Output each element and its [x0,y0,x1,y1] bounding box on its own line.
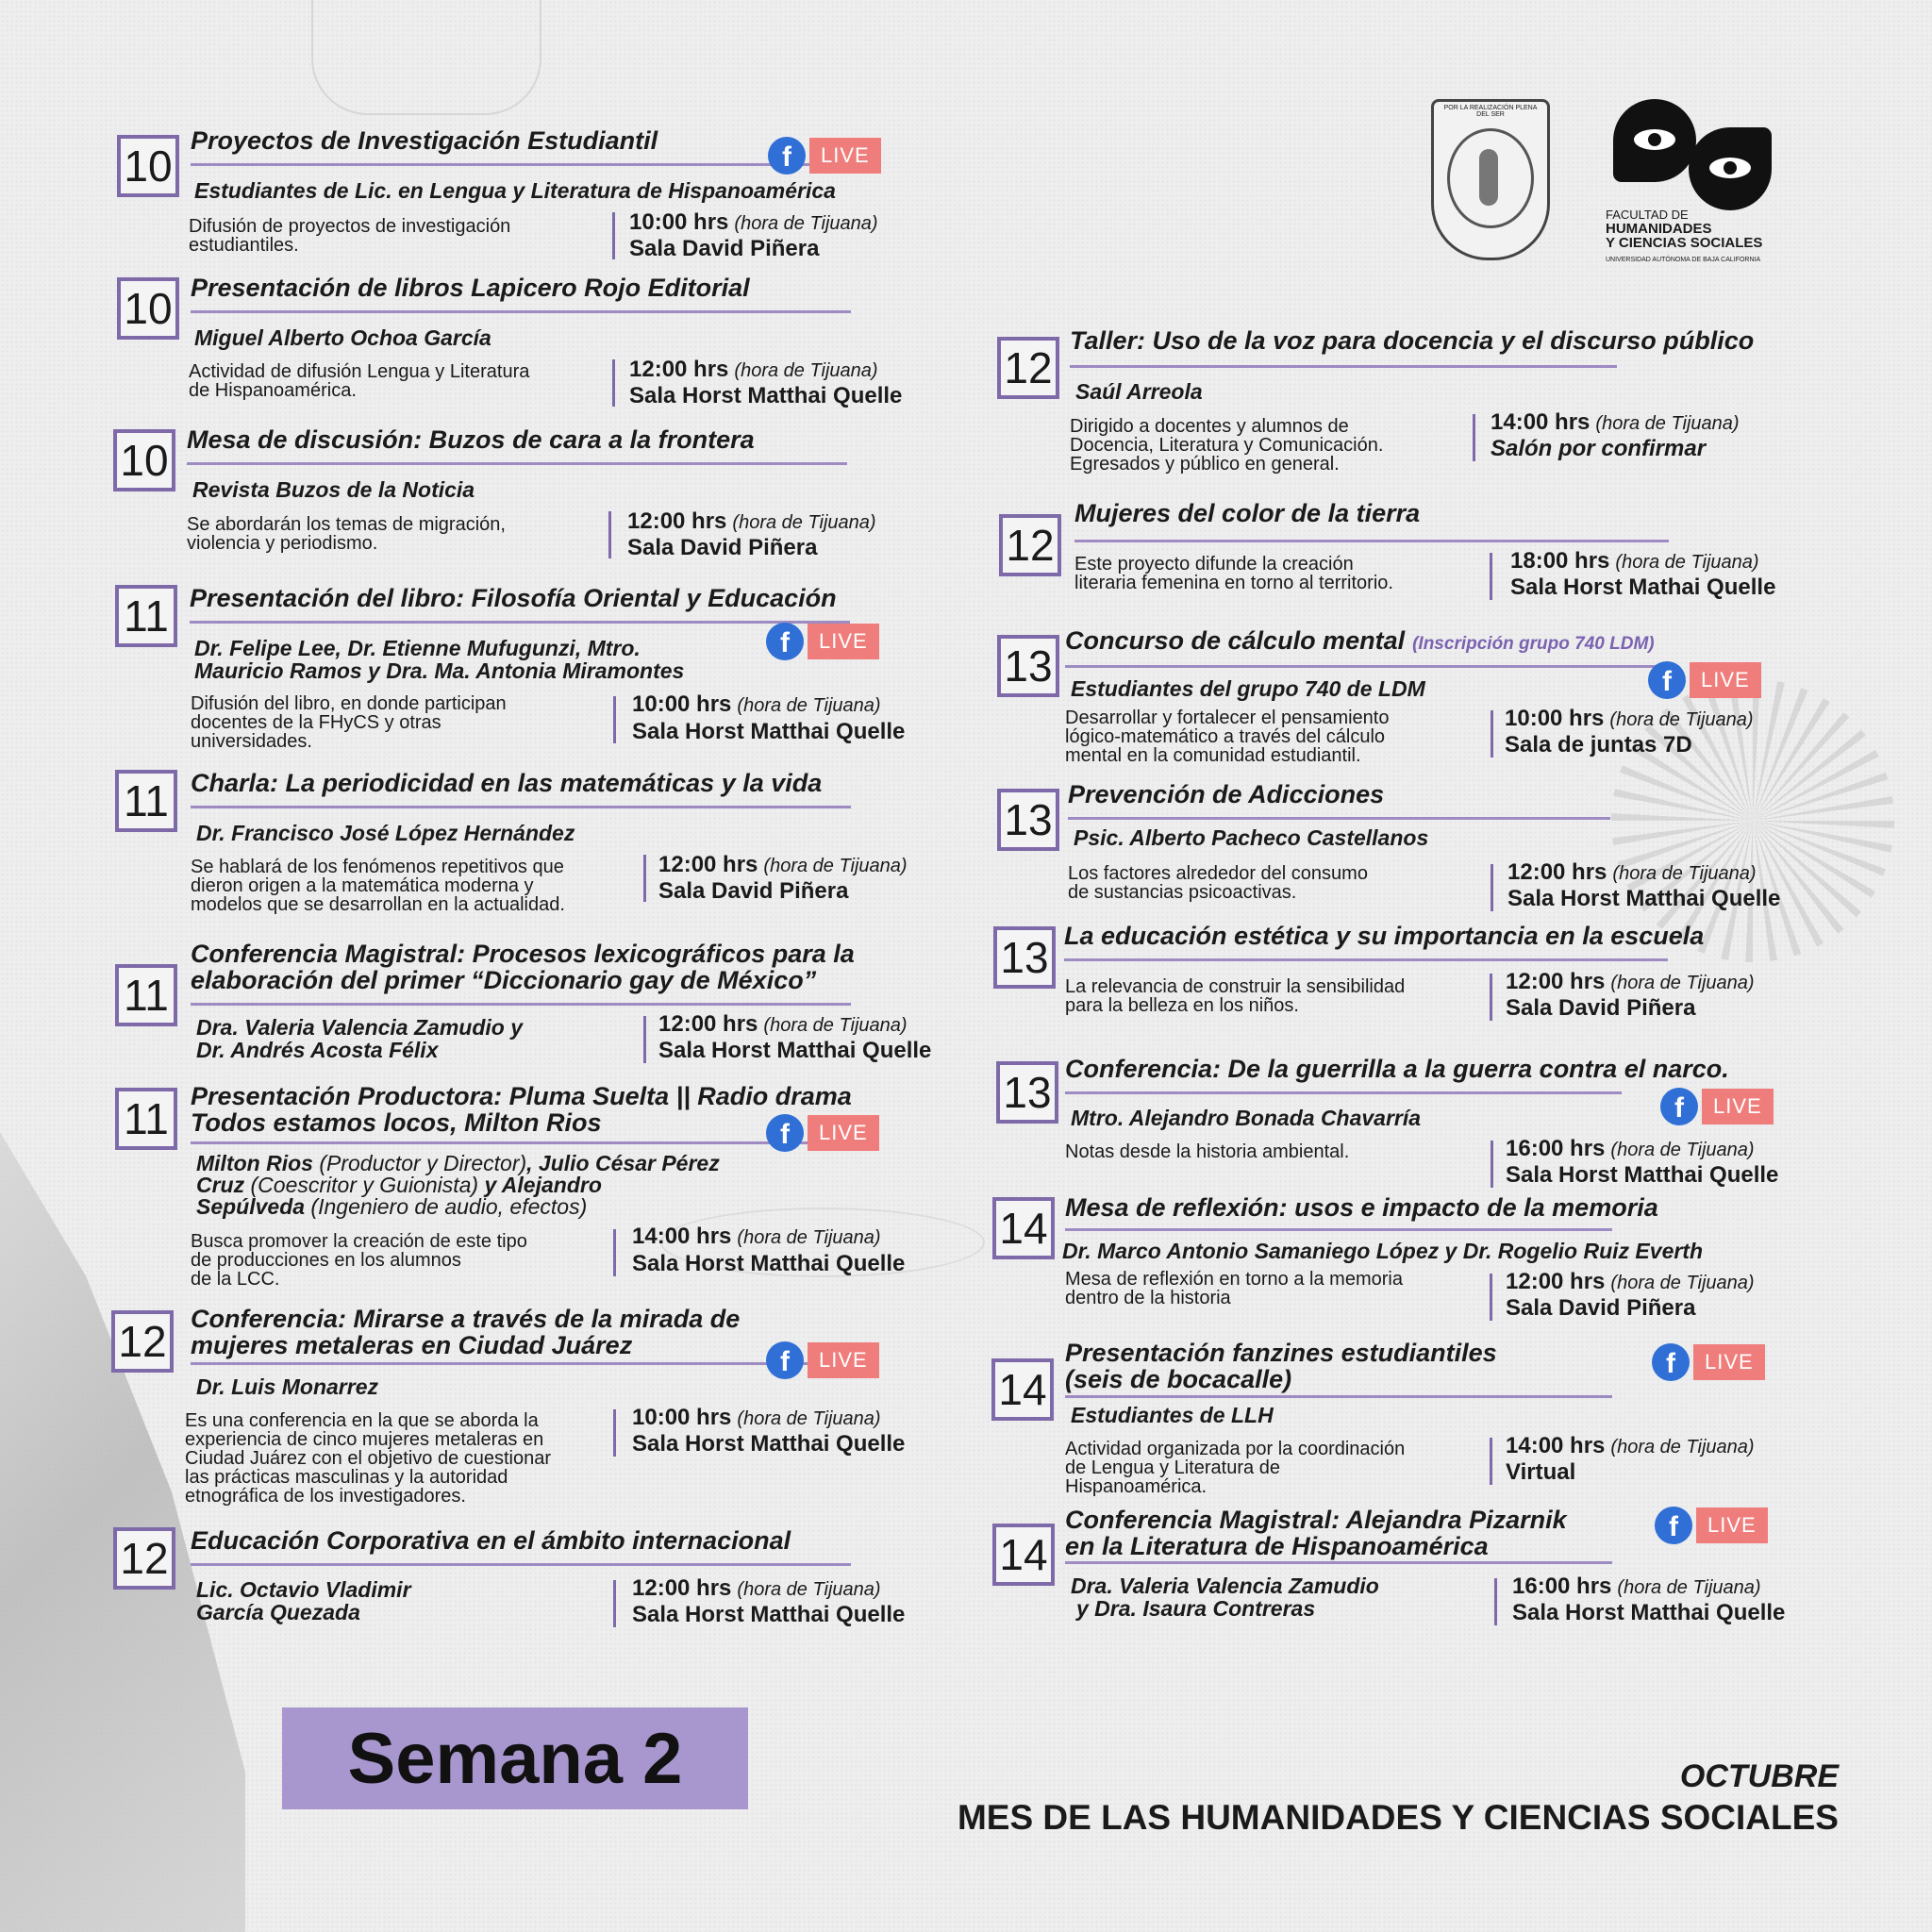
event-title: Educación Corporativa en el ámbito internacional [191,1526,791,1555]
event-presenter: Estudiantes de Lic. en Lengua y Literatura de Hispanoamérica [194,178,836,203]
facebook-icon: f [1660,1088,1698,1125]
facebook-live-badge[interactable]: f LIVE [1648,661,1761,699]
event-room: Sala Horst Matthai Quelle [632,1251,906,1276]
event-time: 12:00 hrs (hora de Tijuana) [629,357,878,382]
day-number: 14 [992,1524,1055,1586]
event-presenter: Estudiantes del grupo 740 de LDM [1071,676,1425,701]
event-title: Presentación del libro: Filosofía Oriental y Educación [190,584,837,612]
facebook-live-badge[interactable]: f LIVE [768,137,881,175]
event-presenter: Estudiantes de LLH [1071,1403,1274,1427]
event-presenter: Saúl Arreola [1075,379,1203,404]
event-time: 10:00 hrs (hora de Tijuana) [1505,706,1754,731]
day-number: 10 [117,135,179,197]
day-number: 12 [999,514,1061,576]
event-room: Sala Horst Matthai Quelle [1506,1162,1779,1188]
event-presenter: Dr. Marco Antonio Samaniego López y Dr. Rogelio Ruiz Everth [1062,1239,1704,1263]
event-time: 16:00 hrs (hora de Tijuana) [1512,1574,1761,1599]
day-number: 13 [997,635,1059,697]
event-room: Sala Horst Mathai Quelle [1510,575,1776,600]
event-presenter: Dr. Felipe Lee, Dr. Etienne Mufugunzi, Mtro. Mauricio Ramos y Dra. Ma. Antonia Miramontes [194,636,685,683]
event-description: Difusión del libro, en donde participan docentes de la FHyCS y otras universidades. [191,693,507,752]
day-number: 12 [111,1310,174,1373]
event-description: Actividad organizada por la coordinación de Lengua y Literatura de Hispanoamérica. [1065,1439,1406,1497]
event-room: Sala Horst Matthai Quelle [632,719,906,744]
event-presenter: Dr. Luis Monarrez [196,1374,378,1399]
facebook-icon: f [766,1114,804,1152]
event-title: Presentación Productora: Pluma Suelta || Radio drama Todos estamos locos, Milton Rios [191,1082,852,1137]
event-room: Sala Horst Matthai Quelle [1507,886,1781,911]
event-room: Sala Horst Matthai Quelle [632,1602,906,1627]
event-title: Mesa de discusión: Buzos de cara a la frontera [187,425,755,454]
event-description: Es una conferencia en la que se aborda la experiencia de cinco mujeres metaleras en Ciudad Juárez con el objetivo de cuestionar las prácticas masculinas y la autoridad etnográfica de los investigadores. [185,1410,552,1507]
event-title: Conferencia Magistral: Procesos lexicográficos para la elaboración del primer “Diccionario gay de México” [191,940,855,994]
event-description: Notas desde la historia ambiental. [1065,1141,1350,1162]
event-time: 10:00 hrs (hora de Tijuana) [632,691,881,717]
day-number: 11 [115,1088,177,1150]
event-time: 12:00 hrs (hora de Tijuana) [1506,1269,1755,1294]
event-presenter: Dra. Valeria Valencia Zamudio y Dra. Isaura Contreras [1071,1574,1379,1621]
event-presenter: Revista Buzos de la Noticia [192,477,475,502]
day-number: 14 [991,1358,1054,1421]
event-title: La educación estética y su importancia en la escuela [1064,922,1705,950]
event-room: Sala David Piñera [1506,1295,1696,1321]
event-time: 18:00 hrs (hora de Tijuana) [1510,548,1759,574]
day-number: 11 [115,585,177,647]
event-room: Sala Horst Matthai Quelle [629,383,903,408]
event-presenter: Dr. Francisco José López Hernández [196,821,575,845]
event-presenter: Dra. Valeria Valencia Zamudio y Dr. Andrés Acosta Félix [196,1015,523,1062]
event-title: Presentación fanzines estudiantiles (seis de bocacalle) [1065,1339,1497,1393]
event-title: Concurso de cálculo mental (Inscripción grupo 740 LDM) [1065,626,1655,655]
day-number: 12 [997,337,1059,399]
event-description: Actividad de difusión Lengua y Literatura de Hispanoamérica. [189,361,530,401]
facebook-icon: f [1652,1343,1690,1381]
event-room: Virtual [1506,1459,1576,1485]
facebook-icon: f [766,623,804,660]
uabc-shield-logo [1431,99,1550,260]
event-room: Sala Horst Matthai Quelle [658,1038,932,1063]
event-presenter: Psic. Alberto Pacheco Castellanos [1074,825,1429,850]
day-number: 13 [997,789,1059,851]
event-description: Difusión de proyectos de investigación estudiantiles. [189,216,511,256]
event-time: 12:00 hrs (hora de Tijuana) [1507,859,1757,885]
day-number: 11 [115,770,177,832]
event-time: 12:00 hrs (hora de Tijuana) [658,852,908,877]
event-time: 10:00 hrs (hora de Tijuana) [632,1405,881,1430]
event-room: Sala Horst Matthai Quelle [1512,1600,1786,1625]
event-time: 14:00 hrs (hora de Tijuana) [632,1224,881,1249]
event-description: Los factores alrededor del consumo de sustancias psicoactivas. [1068,863,1368,903]
event-description: Se abordarán los temas de migración, violencia y periodismo. [187,514,506,554]
facebook-live-badge[interactable]: f LIVE [1660,1088,1774,1125]
event-time: 14:00 hrs (hora de Tijuana) [1491,409,1740,435]
day-number: 10 [113,429,175,491]
uabc-motto: POR LA REALIZACIÓN PLENA DEL SER [1443,105,1538,118]
event-time: 12:00 hrs (hora de Tijuana) [632,1575,881,1601]
event-time: 14:00 hrs (hora de Tijuana) [1506,1433,1755,1458]
eye-icon [1613,99,1696,182]
event-room: Salón por confirmar [1491,436,1707,461]
sketch-mask-decoration [311,0,541,115]
day-number: 11 [115,964,177,1026]
facebook-live-badge[interactable]: f LIVE [766,623,879,660]
facebook-icon: f [1648,661,1686,699]
faculty-name: FACULTAD DE HUMANIDADES Y CIENCIAS SOCIALES UNIVERSIDAD AUTÓNOMA DE BAJA CALIFORNIA [1606,208,1763,263]
event-title: Proyectos de Investigación Estudiantil [191,126,658,155]
event-presenter: Lic. Octavio Vladimir García Quezada [196,1577,411,1624]
facebook-icon: f [1655,1507,1692,1544]
event-presenter: Milton Rios (Productor y Director), Julio César Pérez Cruz (Coescritor y Guionista) y Alejandro Sepúlveda (Ingeniero de audio, efectos) [196,1151,720,1219]
event-time: 10:00 hrs (hora de Tijuana) [629,209,878,235]
event-title: Presentación de libros Lapicero Rojo Editorial [191,274,750,302]
event-description: Este proyecto difunde la creación literaria femenina en torno al territorio. [1074,554,1393,593]
event-time: 12:00 hrs (hora de Tijuana) [658,1011,908,1037]
facebook-icon: f [768,137,806,175]
event-presenter: Mtro. Alejandro Bonada Chavarría [1071,1106,1422,1130]
event-title: Prevención de Adicciones [1068,780,1385,808]
event-description: Busca promover la creación de este tipo de producciones en los alumnos de la LCC. [191,1231,527,1290]
event-room: Sala David Piñera [629,236,820,261]
event-time: 16:00 hrs (hora de Tijuana) [1506,1136,1755,1161]
event-room: Sala Horst Matthai Quelle [632,1431,906,1457]
facebook-live-badge[interactable]: f LIVE [1652,1343,1765,1381]
event-presenter: Miguel Alberto Ochoa García [194,325,491,350]
event-time: 12:00 hrs (hora de Tijuana) [1506,969,1755,994]
event-room: Sala David Piñera [658,878,849,904]
day-number: 10 [117,277,179,340]
event-title: Conferencia Magistral: Alejandra Pizarnik en la Literatura de Hispanoamérica [1065,1506,1567,1560]
event-title: Taller: Uso de la voz para docencia y el discurso público [1070,326,1755,355]
day-number: 12 [113,1527,175,1590]
event-description: Se hablará de los fenómenos repetitivos que dieron origen a la matemática moderna y modelos que se desarrollan en la actualidad. [191,857,565,915]
facebook-live-badge[interactable]: f LIVE [766,1114,879,1152]
footer-month: OCTUBRE [1679,1758,1839,1794]
week-badge: Semana 2 [282,1707,748,1809]
event-title: Charla: La periodicidad en las matemáticas y la vida [191,769,823,797]
event-room: Sala David Piñera [627,535,818,560]
event-description: Dirigido a docentes y alumnos de Docencia, Literatura y Comunicación. Egresados y público en general. [1070,416,1384,475]
eye-icon [1689,127,1772,210]
day-number: 13 [996,1061,1058,1124]
event-title: Mujeres del color de la tierra [1074,499,1421,527]
event-title: Conferencia: Mirarse a través de la mirada de mujeres metaleras en Ciudad Juárez [191,1305,741,1359]
event-time: 12:00 hrs (hora de Tijuana) [627,508,876,534]
facebook-icon: f [766,1341,804,1379]
event-room: Sala de juntas 7D [1505,732,1692,758]
day-number: 14 [992,1197,1055,1259]
event-title: Conferencia: De la guerrilla a la guerra contra el narco. [1065,1055,1729,1083]
event-title: Mesa de reflexión: usos e impacto de la memoria [1065,1193,1658,1222]
event-room: Sala David Piñera [1506,995,1696,1021]
event-description: La relevancia de construir la sensibilidad para la belleza en los niños. [1065,976,1406,1016]
facebook-live-badge[interactable]: f LIVE [766,1341,879,1379]
facebook-live-badge[interactable]: f LIVE [1655,1507,1768,1544]
event-description: Desarrollar y fortalecer el pensamiento lógico-matemático a través del cálculo mental en la comunidad estudiantil. [1065,708,1390,766]
day-number: 13 [993,926,1056,989]
event-description: Mesa de reflexión en torno a la memoria dentro de la historia [1065,1269,1403,1308]
footer-tagline: MES DE LAS HUMANIDADES Y CIENCIAS SOCIALES [957,1798,1839,1837]
